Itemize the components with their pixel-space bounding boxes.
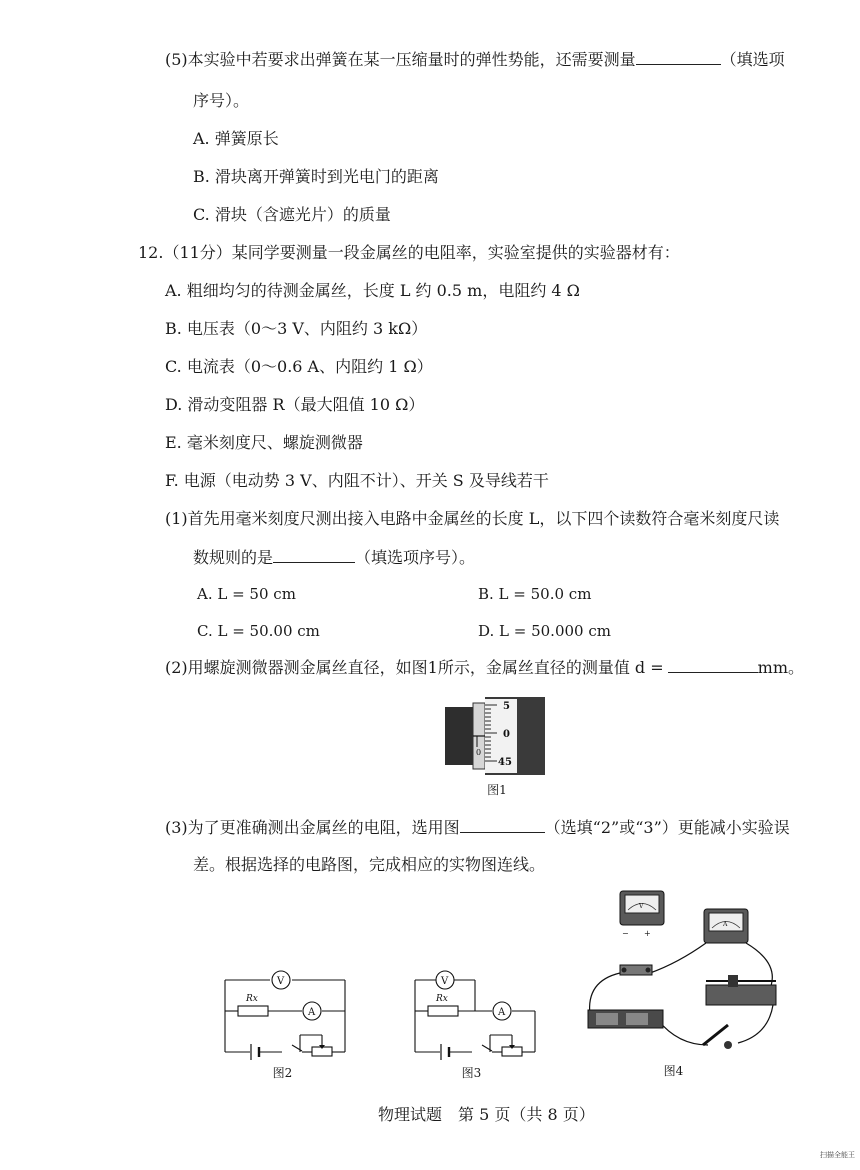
answer-blank[interactable] (636, 48, 721, 65)
voltmeter-symbol (436, 971, 454, 989)
q12-part3-line1 (165, 816, 790, 839)
q12-part1-option-d: D. L = 50.000 cm (478, 622, 611, 640)
q11-5-option-b: B. 滑块离开弹簧时到光电门的距离 (193, 167, 439, 186)
q12-part3-text-a: (3)为了更准确测出金属丝的电阻，选用图 (165, 818, 460, 837)
resistor-label: Rx (436, 994, 448, 1004)
ammeter-symbol (303, 1002, 321, 1020)
q11-5-line2: 序号）。 (193, 91, 250, 110)
q12-part3-text-b: （选填“2”或“3”）更能减小实验误 (544, 818, 790, 837)
q12-part1-line2 (193, 546, 475, 569)
apparatus-figure-4 (578, 885, 808, 1055)
battery-pack-device (588, 1010, 663, 1028)
q12-equipment-a: A. 粗细均匀的待测金属丝，长度 L 约 0.5 m，电阻约 4 Ω (165, 281, 580, 300)
ammeter-device-label: A (723, 921, 728, 928)
q11-5-text-a: (5)本实验中若要求出弹簧在某一压缩量时的弹性势能，还需要测量 (165, 50, 636, 69)
q12-equipment-b: B. 电压表（0～3 V、内阻约 3 kΩ） (165, 319, 428, 338)
q12-part1-option-b: B. L = 50.0 cm (478, 585, 592, 603)
switch-device (620, 965, 652, 975)
q12-part3-line2: 差。根据选择的电路图，完成相应的实物图连线。 (193, 855, 546, 874)
thimble-label-45: 45 (498, 757, 512, 768)
q12-part1-line1: (1)首先用毫米刻度尺测出接入电路中金属丝的长度 L，以下四个读数符合毫米刻度尺读 (165, 509, 780, 528)
micrometer-figure (445, 695, 550, 777)
micrometer-frame (445, 707, 475, 765)
q12-stem: 12.（11分）某同学要测量一段金属丝的电阻率，实验室提供的实验器材有： (138, 243, 680, 262)
q12-part1-text-a: 数规则的是 (193, 548, 274, 567)
q11-5-line1 (165, 48, 785, 71)
figure3-caption: 图3 (461, 1066, 482, 1080)
thimble-label-5: 5 (503, 701, 510, 712)
q11-5-text-b: （填选项 (720, 50, 785, 69)
answer-blank[interactable] (460, 816, 545, 833)
answer-blank[interactable] (668, 656, 758, 673)
battery-symbol (441, 1044, 449, 1060)
minus-terminal-label: − (622, 929, 629, 938)
q11-5-option-c: C. 滑块（含遮光片）的质量 (193, 205, 391, 224)
q12-part2 (165, 656, 804, 679)
voltmeter-label: V (277, 976, 285, 987)
sleeve-zero-label: 0 (476, 748, 482, 757)
ammeter-label: A (498, 1007, 506, 1018)
circuit-figure-2 (220, 965, 350, 1060)
q12-equipment-e: E. 毫米刻度尺、螺旋测微器 (165, 433, 363, 452)
plus-terminal-label: + (644, 929, 651, 938)
battery-symbol (251, 1044, 259, 1060)
q12-equipment-c: C. 电流表（0～0.6 A、内阻约 1 Ω） (165, 357, 433, 376)
voltmeter-symbol (272, 971, 290, 989)
rheostat-device (706, 975, 776, 1005)
q12-equipment-d: D. 滑动变阻器 R（最大阻值 10 Ω） (165, 395, 425, 414)
q12-part1-option-c: C. L = 50.00 cm (197, 622, 320, 640)
circuit-figure-3 (410, 965, 540, 1060)
q11-5-option-a: A. 弹簧原长 (193, 129, 279, 148)
ammeter-symbol (493, 1002, 511, 1020)
figure1-caption: 图1 (487, 783, 507, 797)
q12-part1-text-b: （填选项序号）。 (355, 548, 476, 567)
scanner-stamp: 扫描全能王 (820, 1151, 855, 1159)
page-footer: 物理试题 第 5 页（共 8 页） (378, 1105, 595, 1124)
q12-equipment-f: F. 电源（电动势 3 V、内阻不计）、开关 S 及导线若干 (165, 471, 549, 490)
figure4-caption: 图4 (663, 1064, 684, 1078)
ammeter-device (704, 909, 748, 943)
resistor-label: Rx (246, 994, 258, 1004)
voltmeter-device-label: V (639, 903, 644, 910)
q12-part2-text-b: mm。 (757, 658, 805, 677)
thimble-label-0: 0 (503, 729, 510, 740)
answer-blank[interactable] (273, 546, 355, 563)
voltmeter-label: V (441, 976, 449, 987)
voltmeter-device (620, 891, 664, 938)
q12-part1-option-a: A. L = 50 cm (197, 585, 296, 603)
q12-part2-text-a: (2)用螺旋测微器测金属丝直径，如图1所示，金属丝直径的测量值 d = (165, 658, 664, 677)
figure2-caption: 图2 (272, 1066, 293, 1080)
resistor-rx (238, 1006, 268, 1016)
ammeter-label: A (308, 1007, 316, 1018)
resistor-rx (428, 1006, 458, 1016)
